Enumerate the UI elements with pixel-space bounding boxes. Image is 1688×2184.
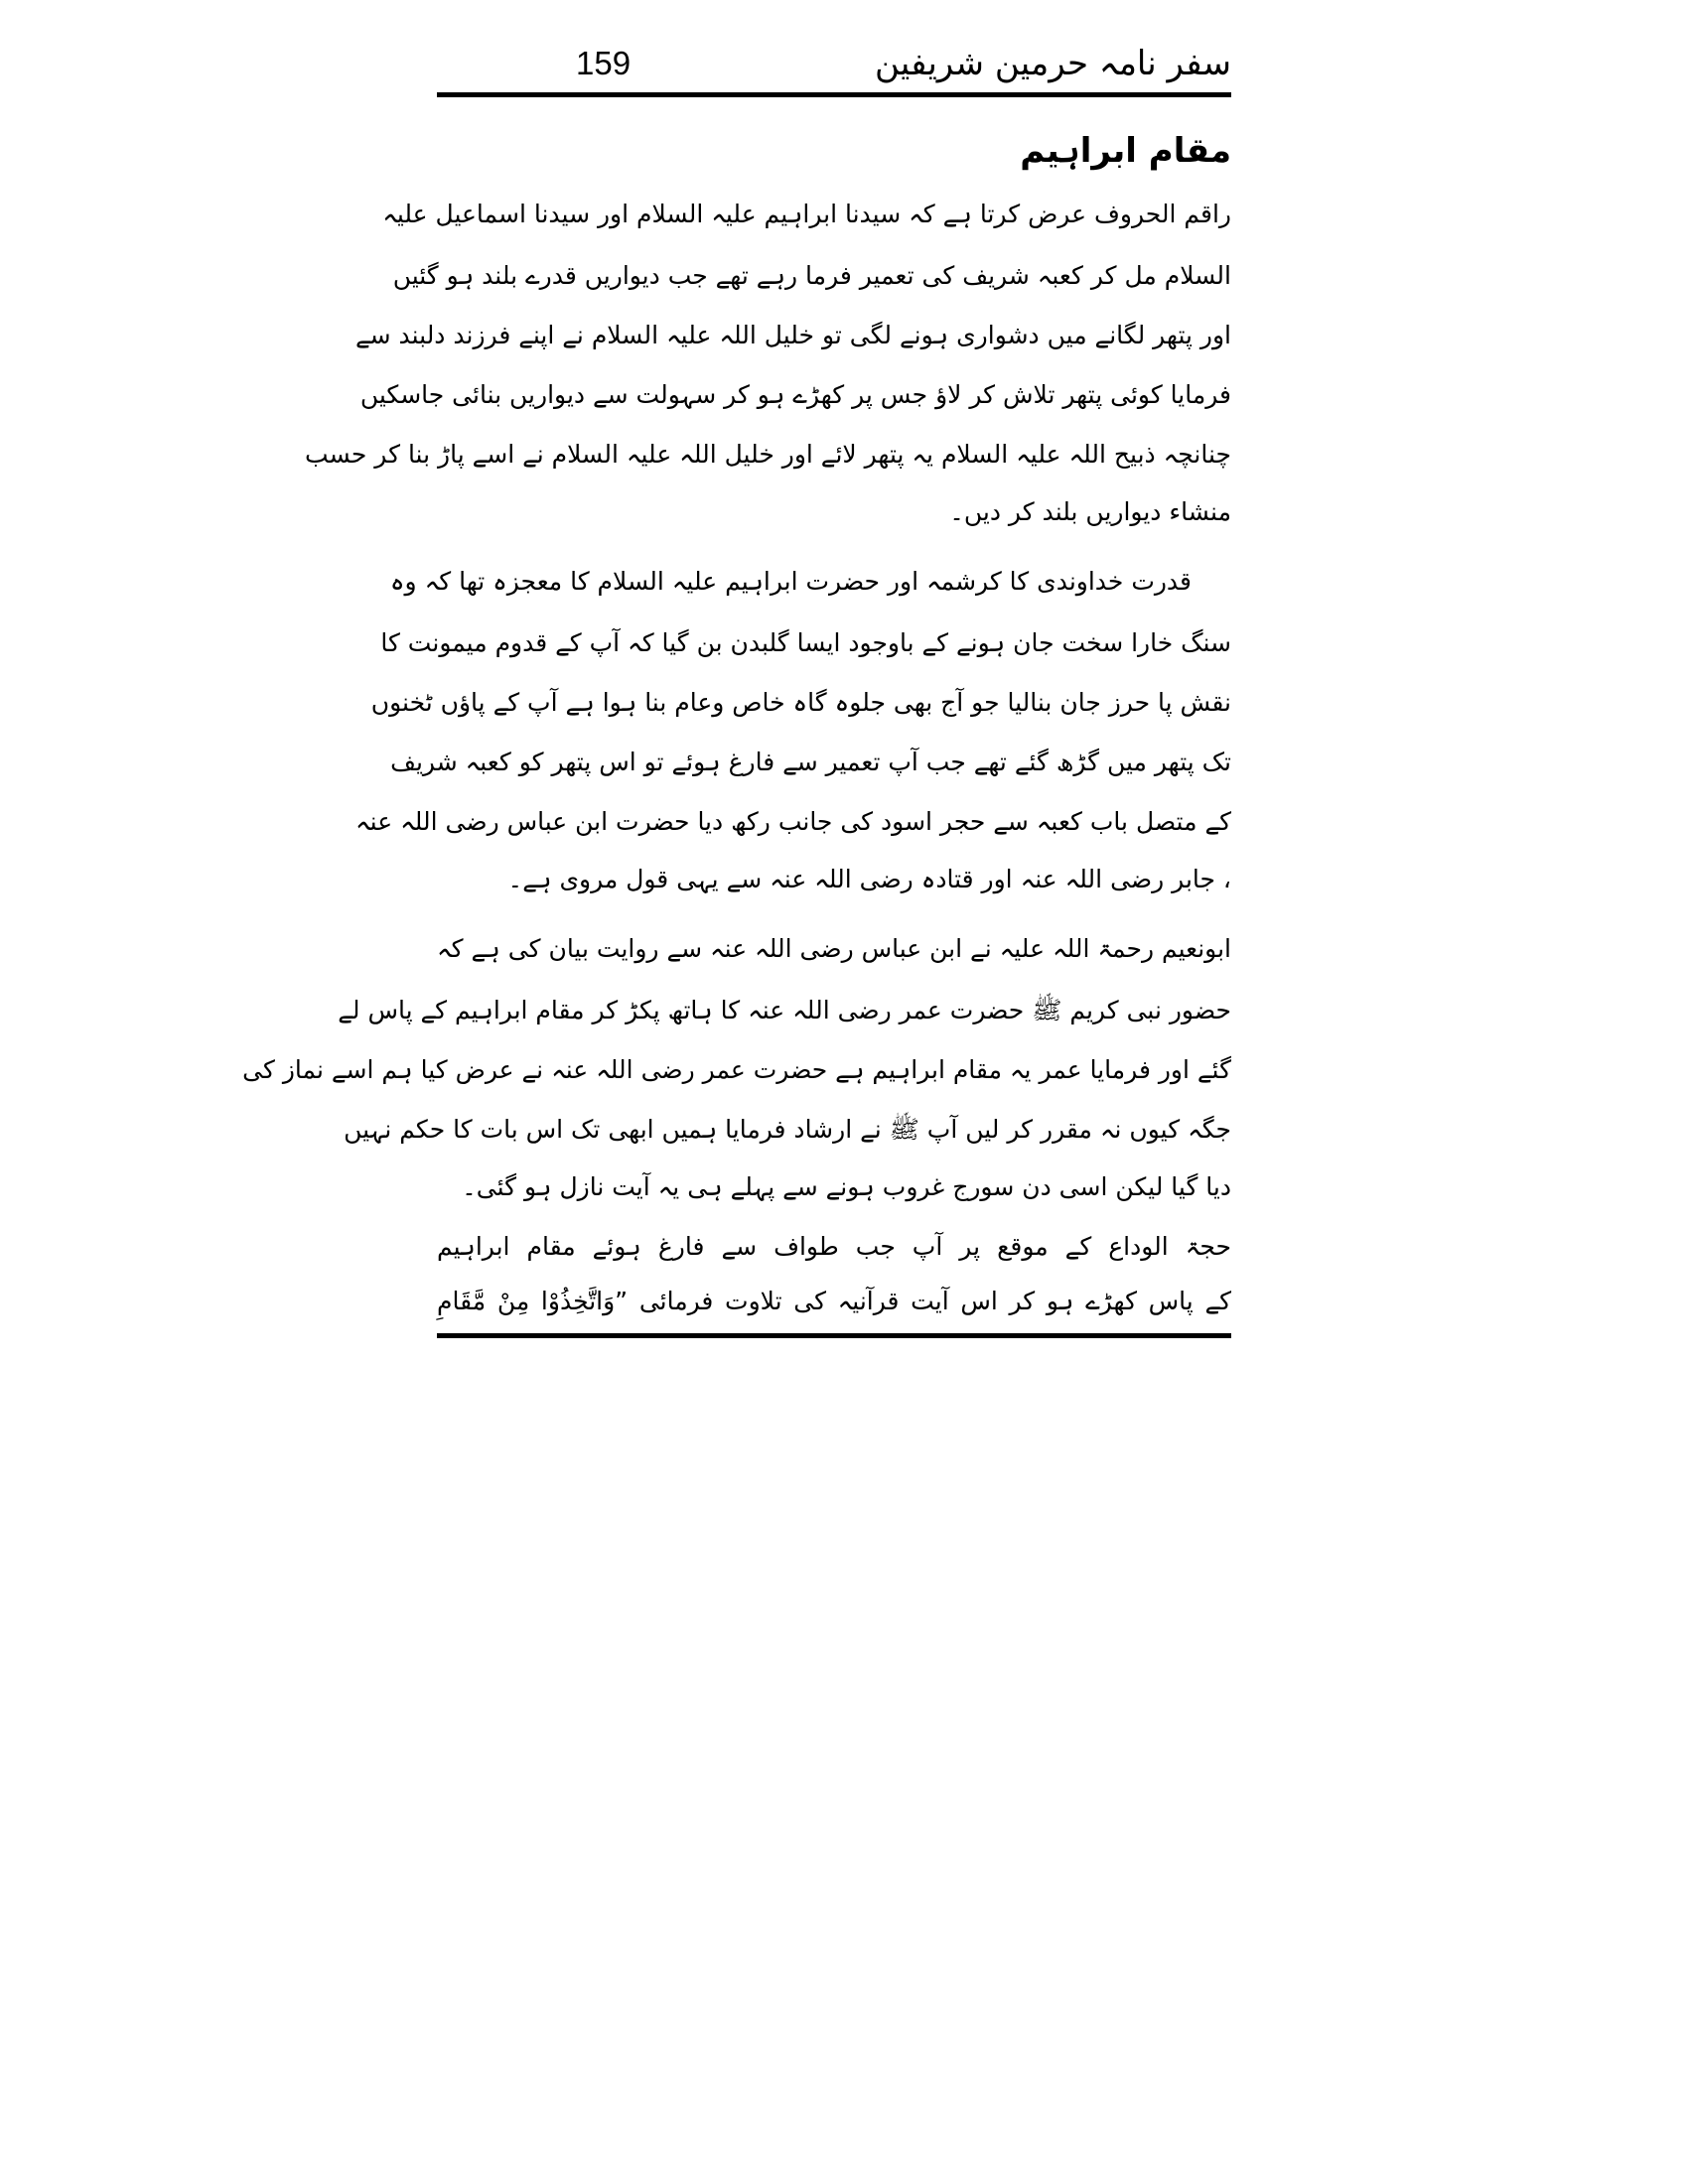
text-line-15: گئے اور فرمایا عمر یہ مقام ابراہیم ہے حضرت عمر رضی اللہ عنہ نے عرض کیا ہم اسے نماز کی	[242, 1055, 1231, 1084]
text-line-7: قدرت خداوندی کا کرشمہ اور حضرت ابراہیم علیہ السلام کا معجزہ تھا کہ وہ	[389, 567, 1192, 596]
text-line-13: ابونعیم رحمۃ اللہ علیہ نے ابن عباس رضی اللہ عنہ سے روایت بیان کی ہے کہ	[437, 934, 1231, 963]
header-rule	[437, 92, 1231, 97]
text-line-8: سنگ خارا سخت جان ہونے کے باوجود ایسا گلبدن بن گیا کہ آپ کے قدوم میمونت کا	[380, 628, 1231, 657]
text-line-14: حضور نبی کریم ﷺ حضرت عمر رضی اللہ عنہ کا ہاتھ پکڑ کر مقام ابراہیم کے پاس لے	[338, 996, 1231, 1024]
text-line-18: حجۃ الوداع کے موقع پر آپ جب طواف سے فارغ ہوئے مقام ابراہیم	[437, 1232, 1231, 1261]
text-line-11: کے متصل باب کعبہ سے حجر اسود کی جانب رکھ دیا حضرت ابن عباس رضی اللہ عنہ	[355, 807, 1231, 836]
text-line-16: جگہ کیوں نہ مقرر کر لیں آپ ﷺ نے ارشاد فرمایا ہمیں ابھی تک اس بات کا حکم نہیں	[344, 1115, 1231, 1144]
text-line-3: اور پتھر لگانے میں دشواری ہونے لگی تو خلیل اللہ علیہ السلام نے اپنے فرزند دلبند سے	[354, 321, 1231, 349]
text-line-19: کے پاس کھڑے ہو کر اس آیت قرآنیہ کی تلاوت فرمائی ”وَاتَّخِذُوْا مِنْ مَّقَامِ	[437, 1287, 1231, 1315]
text-line-2: السلام مل کر کعبہ شریف کی تعمیر فرما رہے تھے جب دیواریں قدرے بلند ہو گئیں	[392, 261, 1231, 290]
text-line-12: ، جابر رضی اللہ عنہ اور قتادہ رضی اللہ عنہ سے یہی قول مروی ہے۔	[507, 865, 1231, 893]
page-header	[437, 38, 1231, 89]
text-line-1: راقم الحروف عرض کرتا ہے کہ سیدنا ابراہیم علیہ السلام اور سیدنا اسماعیل علیہ	[382, 200, 1231, 228]
book-title: سفر نامہ حرمین شریفین	[874, 44, 1231, 83]
text-line-6: منشاء دیواریں بلند کر دیں۔	[949, 497, 1231, 526]
footer-rule	[437, 1333, 1231, 1338]
text-line-10: تک پتھر میں گڑھ گئے تھے جب آپ تعمیر سے فارغ ہوئے تو اس پتھر کو کعبہ شریف	[390, 748, 1231, 776]
section-heading: مقام ابراہیم	[1020, 131, 1231, 171]
page-number: 159	[576, 45, 632, 81]
text-line-17: دیا گیا لیکن اسی دن سورج غروب ہونے سے پہلے ہی یہ آیت نازل ہو گئی۔	[462, 1172, 1231, 1201]
text-line-5: چنانچہ ذبیح اللہ علیہ السلام یہ پتھر لائے اور خلیل اللہ علیہ السلام نے اسے پاڑ بنا کر حسب	[305, 440, 1231, 469]
text-line-9: نقش پا حرز جان بنالیا جو آج بھی جلوہ گاہ خاص وعام بنا ہوا ہے آپ کے پاؤں ٹخنوں	[370, 688, 1231, 717]
text-line-4: فرمایا کوئی پتھر تلاش کر لاؤ جس پر کھڑے ہو کر سہولت سے دیواریں بنائی جاسکیں	[359, 380, 1231, 409]
